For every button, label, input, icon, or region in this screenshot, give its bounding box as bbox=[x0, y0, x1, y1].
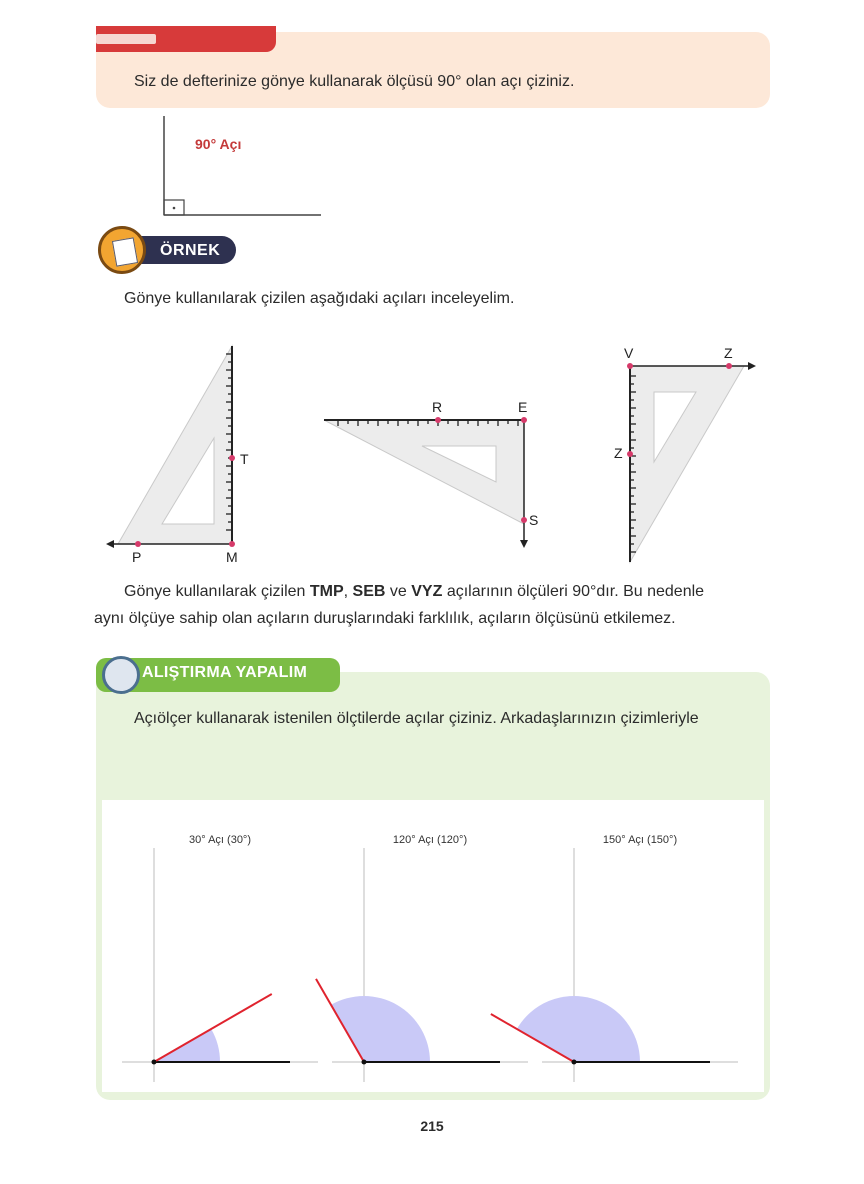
angle-30-vertex bbox=[152, 1060, 157, 1065]
exercise-badge bbox=[96, 656, 342, 696]
point-s-label: S bbox=[529, 512, 539, 528]
magnifier-icon bbox=[102, 656, 140, 694]
point-v-label: V bbox=[624, 345, 634, 361]
example-intro: Gönye kullanılarak çizilen aşağıdaki açıları inceleyelim. bbox=[124, 290, 515, 307]
figure-tmp bbox=[100, 340, 260, 570]
angle-150-title: 150° Açı (150°) bbox=[602, 834, 678, 846]
angle-drawings bbox=[102, 800, 764, 1092]
figure-vyz bbox=[610, 342, 760, 572]
pencil-icon bbox=[96, 34, 156, 44]
point-p-label: P bbox=[132, 549, 142, 565]
angle-90-label: 90° Açı bbox=[195, 136, 242, 152]
point-m-label: M bbox=[226, 549, 238, 565]
point-e-label: E bbox=[518, 399, 528, 415]
point-t-label: T bbox=[240, 451, 249, 467]
activity-tab bbox=[96, 26, 276, 52]
example-badge-label: ÖRNEK bbox=[160, 242, 221, 259]
example-badge bbox=[98, 226, 238, 274]
page-number: 215 bbox=[420, 1118, 444, 1134]
angle-150-vertex bbox=[572, 1060, 577, 1065]
clipboard-icon bbox=[98, 226, 146, 274]
example-explanation-line2: aynı ölçüye sahip olan açıların duruşlarındaki farklılık, açıların ölçüsünü etkilemez. bbox=[94, 610, 676, 627]
point-r-label: R bbox=[432, 399, 443, 415]
activity-instruction: Siz de defterinize gönye kullanarak ölçüsü 90° olan açı çiziniz. bbox=[134, 73, 575, 90]
right-angle-figure bbox=[155, 112, 330, 222]
exercise-badge-label: ALIŞTIRMA YAPALIM bbox=[142, 664, 308, 681]
figure-seb bbox=[318, 396, 554, 554]
exercise-instruction: Açıölçer kullanarak istenilen ölçtilerde açılar çiziniz. Arkadaşlarınızın çizimleriyle bbox=[134, 710, 699, 727]
angle-150-sector bbox=[517, 996, 640, 1062]
angle-120-title: 120° Açı (120°) bbox=[392, 834, 468, 846]
angle-120-vertex bbox=[362, 1060, 367, 1065]
point-z-top-label: Z bbox=[724, 345, 733, 361]
angle-30-title: 30° Açı (30°) bbox=[189, 834, 251, 846]
example-explanation-line1: Gönye kullanılarak çizilen TMP, SEB ve VYZ açılarının ölçüleri 90°dır. Bu nedenle bbox=[124, 583, 705, 600]
point-z-side-label: Z bbox=[614, 445, 623, 461]
